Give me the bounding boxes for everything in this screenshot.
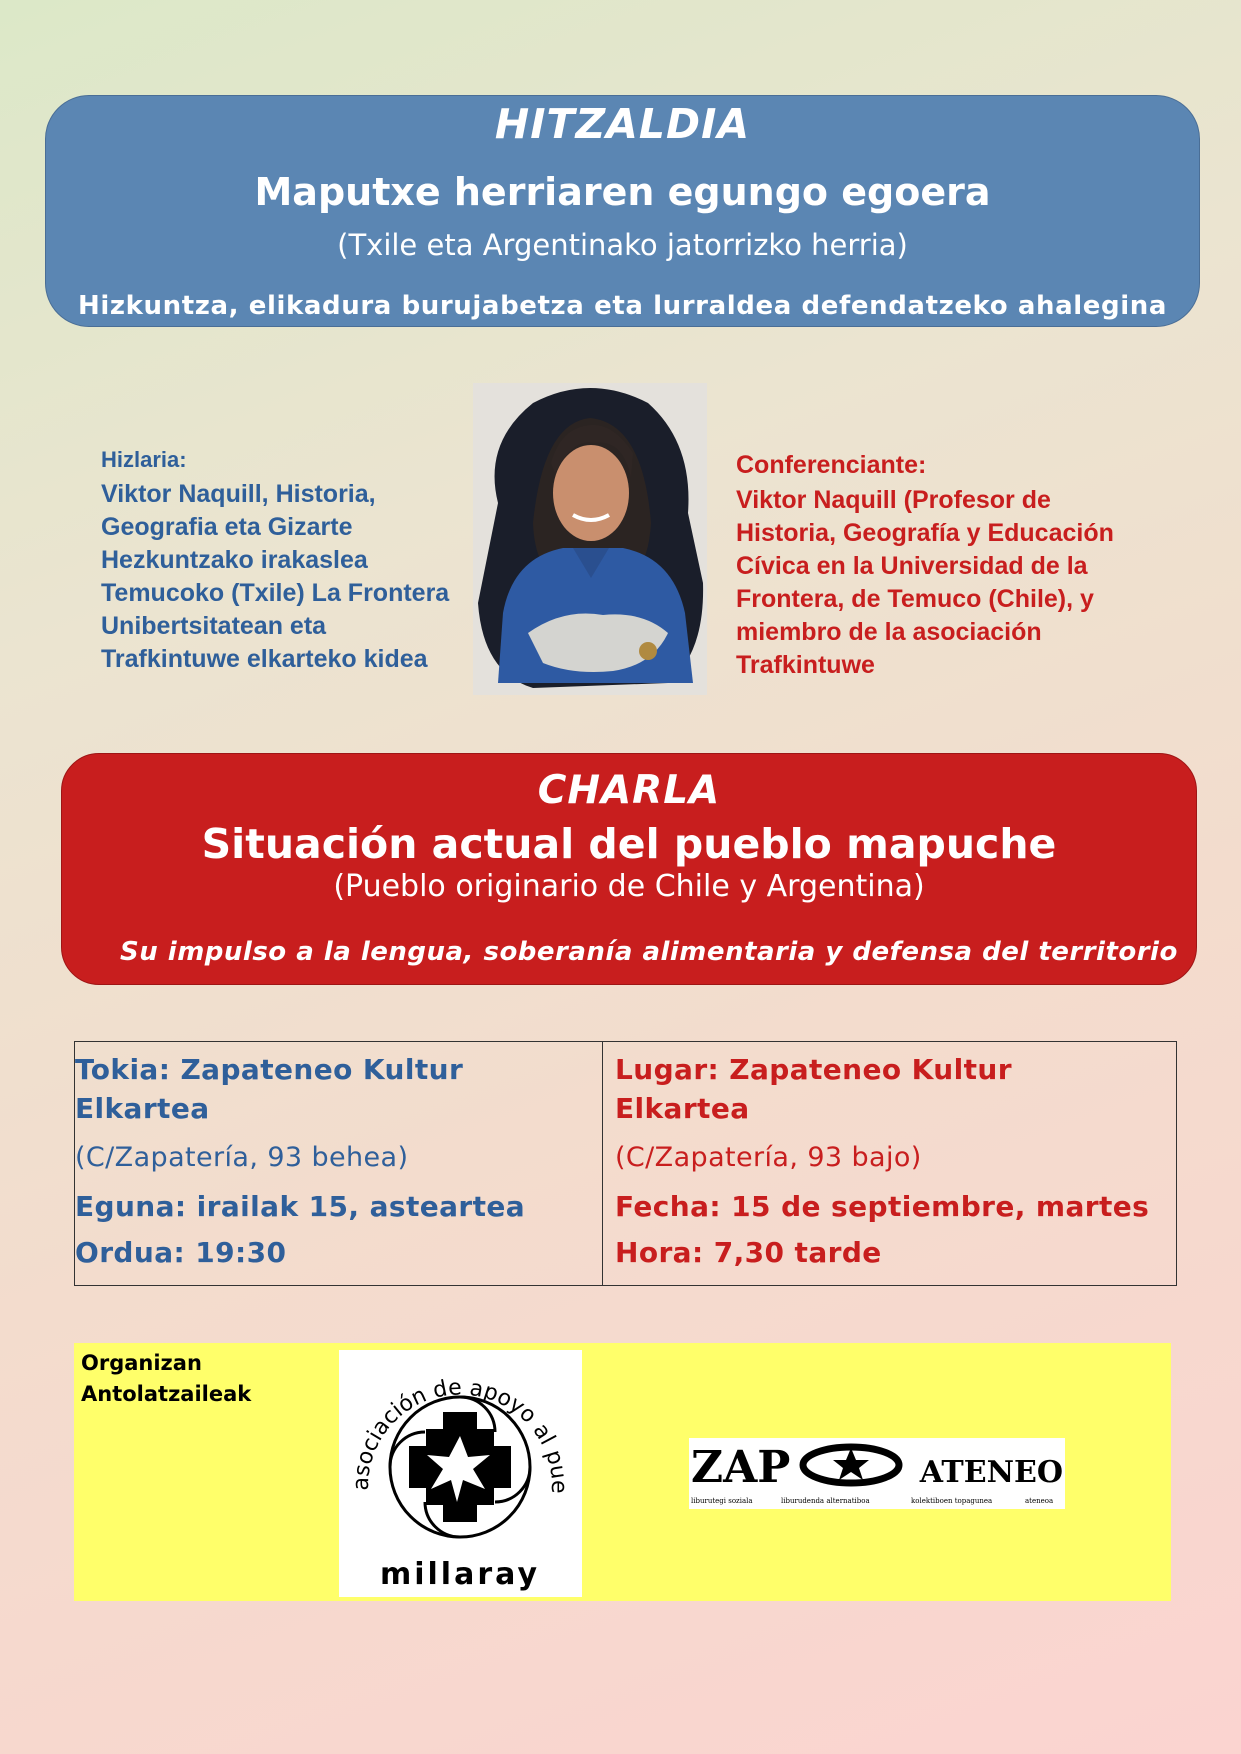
spanish-speaker-block <box>736 449 1156 682</box>
address-label: (C/Zapatería, 93 behea) <box>75 1142 409 1173</box>
organizers-label-es: Organizan <box>81 1351 202 1375</box>
speaker-line: Trafkintuwe elkarteko kidea <box>101 645 428 673</box>
date-label: Fecha: 15 de septiembre, martes <box>615 1190 1150 1223</box>
event-info-spanish <box>603 1042 1176 1285</box>
zap-small-text: ateneoa <box>1025 1497 1054 1505</box>
speaker-line: Unibertsitatean eta <box>101 612 327 640</box>
spanish-tagline: Su impulso a la lengua, soberanía alimentaria y defensa del territorio <box>120 937 1178 967</box>
event-info-basque <box>75 1042 603 1285</box>
speaker-line: Cívica en la Universidad de la <box>736 552 1088 580</box>
place-label <box>615 1050 1166 1128</box>
spanish-kicker: CHARLA <box>537 768 721 813</box>
date-label: Eguna: irailak 15, asteartea <box>75 1190 526 1223</box>
zap-small-text: kolektiboen topagunea <box>911 1497 993 1505</box>
place-line: Elkartea <box>615 1092 750 1125</box>
millaray-ring-text: asociación de apoyo al pue <box>348 1375 572 1494</box>
basque-title-box <box>45 95 1200 327</box>
zap-left-text: ZAP <box>691 1442 791 1493</box>
zap-small-text: liburudenda alternatiboa <box>781 1497 870 1505</box>
spanish-subtitle: (Pueblo originario de Chile y Argentina) <box>333 869 925 904</box>
speaker-line: Trafkintuwe <box>736 651 875 679</box>
speaker-line: Historia, Geografía y Educación <box>736 519 1114 547</box>
basque-speaker-role: Hizlaria: <box>101 447 187 472</box>
time-label: Ordua: 19:30 <box>75 1236 287 1269</box>
spanish-title: Situación actual del pueblo mapuche <box>201 820 1057 868</box>
basque-subtitle: (Txile eta Argentinako jatorrizko herria) <box>337 228 908 262</box>
organizers-box <box>74 1343 1171 1601</box>
zap-ateneo-logo <box>689 1438 1065 1509</box>
zap-ateneo-emblem-icon <box>689 1438 1065 1509</box>
speaker-portrait-icon <box>473 383 707 695</box>
basque-speaker-block <box>101 443 471 676</box>
zap-small-text: liburutegi soziala <box>691 1497 753 1505</box>
spanish-title-box <box>61 753 1197 985</box>
speaker-line: Hezkuntzako irakaslea <box>101 546 368 574</box>
basque-kicker: HITZALDIA <box>494 100 751 148</box>
spanish-speaker-role: Conferenciante: <box>736 451 927 479</box>
place-label <box>75 1050 592 1128</box>
speaker-line: Geografia eta Gizarte <box>101 513 353 541</box>
speaker-line: Viktor Naquill (Profesor de <box>736 486 1051 514</box>
speaker-line: miembro de la asociación <box>736 618 1042 646</box>
address-label: (C/Zapatería, 93 bajo) <box>615 1142 922 1173</box>
place-line: Tokia: Zapateneo Kultur <box>75 1053 464 1086</box>
zap-right-text: ATENEO <box>919 1455 1063 1490</box>
event-info-table <box>74 1041 1177 1286</box>
millaray-logo <box>339 1350 582 1597</box>
basque-tagline: Hizkuntza, elikadura burujabetza eta lurraldea defendatzeko ahalegina <box>77 291 1167 321</box>
organizers-label-eu: Antolatzaileak <box>81 1382 252 1406</box>
place-line: Elkartea <box>75 1092 210 1125</box>
millaray-emblem-icon <box>339 1350 582 1597</box>
place-line: Lugar: Zapateneo Kultur <box>615 1053 1012 1086</box>
speaker-photo <box>473 383 707 695</box>
speaker-line: Frontera, de Temuco (Chile), y <box>736 585 1094 613</box>
millaray-name: millaray <box>379 1557 541 1592</box>
speaker-line: Temucoko (Txile) La Frontera <box>101 579 450 607</box>
organizers-labels <box>81 1348 251 1410</box>
time-label: Hora: 7,30 tarde <box>615 1236 882 1269</box>
speaker-line: Viktor Naquill, Historia, <box>101 480 376 508</box>
basque-title: Maputxe herriaren egungo egoera <box>254 170 991 214</box>
